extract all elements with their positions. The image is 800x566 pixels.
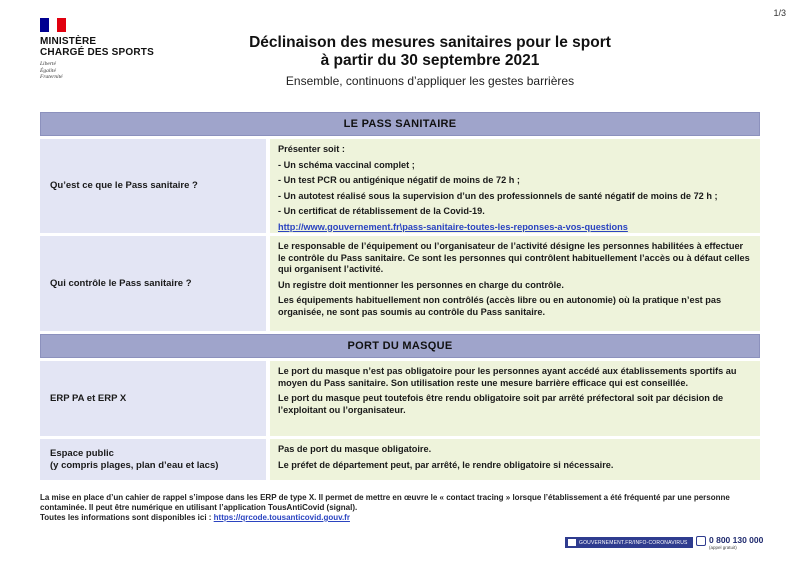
ministry-logo [40, 18, 180, 81]
phone-icon [696, 536, 706, 546]
page-subtitle: Ensemble, continuons d’appliquer les gestes barrières [285, 74, 575, 88]
row-content: Présenter soit : - Un schéma vaccinal complet ; - Un test PCR ou antigénique négatif de moins de 72 h ; - Un autotest réalisé sous la supervision d’un des professionnels de santé négatif de moins de 72 h ; - Un certificat de rétablissement de la Covid-19. http://www.gouvernement.fr\pass-sanitaire-toutes-les-reponses-a-vos-questions [270, 139, 760, 233]
pass-sanitaire-link[interactable]: http://www.gouvernement.fr\pass-sanitaire-toutes-les-reponses-a-vos-questions [278, 221, 628, 232]
footer-note: La mise en place d’un cahier de rappel s’impose dans les ERP de type X. Il permet de mettre en œuvre le « contact tracing » lorsque l’établissement a été fréquenté par une personne contaminée. Il peut être numérique en utilisant l’application TousAntiCovid (signal). Toutes les informations sont disponibles ici : https://qrcode.tousanticovid.gouv.fr [40, 493, 730, 522]
page-number: 1/3 [773, 8, 786, 18]
header [220, 34, 640, 88]
table-row [40, 236, 760, 334]
row-content: Pas de port du masque obligatoire. Le préfet de département peut, par arrêté, le rendre obligatoire si nécessaire. [270, 439, 760, 480]
marianne-flag-icon [40, 18, 66, 32]
row-label: Espace public (y compris plages, plan d’eau et lacs) [40, 439, 266, 480]
row-label: Qu’est ce que le Pass sanitaire ? [40, 139, 266, 233]
logo-line1: MINISTÈRE [40, 36, 97, 47]
table-row [40, 139, 760, 236]
section-header-pass: LE PASS SANITAIRE [40, 112, 760, 136]
row-label: ERP PA et ERP X [40, 361, 266, 436]
measures-table [40, 112, 760, 483]
row-content: Le port du masque n’est pas obligatoire pour les personnes ayant accédé aux établissements sportifs au moyen du Pass sanitaire. Son utilisation reste une mesure barrière efficace qui est conseillée. Le port du masque peut toutefois être rendu obligatoire soit par arrêté préfectoral soit par décision de l’exploitant ou l’organisateur. [270, 361, 760, 436]
table-row [40, 361, 760, 439]
hotline-note: (appel gratuit) [709, 545, 737, 550]
row-label: Qui contrôle le Pass sanitaire ? [40, 236, 266, 331]
logo-line2: CHARGÉ DES SPORTS [40, 47, 154, 58]
hotline-number: 0 800 130 000 [709, 535, 764, 545]
row-content: Le responsable de l’équipement ou l’organisateur de l’activité désigne les personnes habilitées à effectuer le contrôle du Pass sanitaire. Ce sont les personnes qui contrôlent habituellement l’accès ou à défaut celles qui organisent l’activité. Un registre doit mentionner les personnes en charge du contrôle. Les équipements habituellement non contrôlés (accès libre ou en autonomie) où la pratique n’est pas organisée, ne sont pas soumis au contrôle du Pass sanitaire. [270, 236, 760, 331]
screen-icon [568, 539, 576, 546]
section-header-mask: PORT DU MASQUE [40, 334, 760, 358]
logo-motto: Liberté Égalité Fraternité [40, 61, 63, 80]
tousanticovid-link[interactable]: https://qrcode.tousanticovid.gouv.fr [213, 513, 350, 522]
table-row [40, 439, 760, 483]
gov-info-banner: GOUVERNEMENT.FR/INFO-CORONAVIRUS [565, 537, 693, 548]
page-title: Déclinaison des mesures sanitaires pour le sport à partir du 30 septembre 2021 [249, 34, 611, 69]
